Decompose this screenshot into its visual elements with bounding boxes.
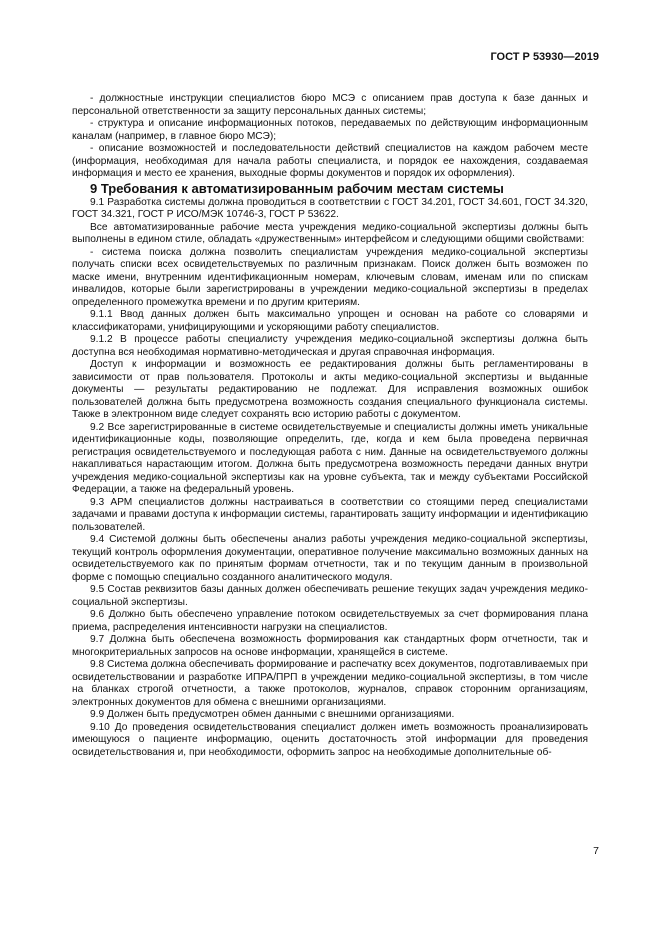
document-header: ГОСТ Р 53930—2019 — [490, 51, 599, 63]
paragraph: 9.5 Состав реквизитов базы данных должен обеспечивать решение текущих задач учреждения медико-социальной экспертизы. — [72, 584, 588, 608]
paragraph: 9.8 Система должна обеспечивать формирование и распечатку всех документов, подготавливаемых при освидетельствовании и разработке ИПРА/ПРП в учреждении медико-социальной экспертизы, в том числе на бланках строгой отчетности, а также протоколов, журналов, справок сторонним организациям, электронных документов для обмена с внешними организациями. — [72, 659, 588, 708]
list-item: - должностные инструкции специалистов бюро МСЭ с описанием прав доступа к базе данных и персональной ответственности за защиту персональных данных системы; — [72, 93, 588, 117]
list-item: - структура и описание информационных потоков, передаваемых по действующим информационным каналам (например, в главное бюро МСЭ); — [72, 118, 588, 142]
document-body — [72, 93, 588, 759]
paragraph: - система поиска должна позволить специалистам учреждения медико-социальной экспертизы получать списки всех освидетельствуемых по различным признакам. Поиск должен быть возможен по маске имени, внутренним идентификационным номерам, ключевым словам, именам или по спискам инвалидов, которые были зарегистрированы в учреждении медико-социальной экспертизы в пределах определенного промежутка времени и по другим критериям. — [72, 246, 588, 308]
paragraph: 9.10 До проведения освидетельствования специалист должен иметь возможность проанализировать имеющуюся о пациенте информацию, оценить достаточность этой информации для проведения освидетельствования и, при необходимости, оформить запрос на необходимые дополнительные об- — [72, 721, 588, 758]
paragraph: Все автоматизированные рабочие места учреждения медико-социальной экспертизы должны быть выполнены в едином стиле, обладать «дружественным» интерфейсом и следующими общими свойствами: — [72, 221, 588, 245]
paragraph: 9.7 Должна быть обеспечена возможность формирования как стандартных форм отчетности, так и многокритериальных запросов на основе информации, хранящейся в системе. — [72, 634, 588, 658]
paragraph: 9.9 Должен быть предусмотрен обмен данными с внешними организациями. — [90, 709, 455, 720]
section-title: 9 Требования к автоматизированным рабочим местам системы — [90, 180, 504, 196]
paragraph: 9.2 Все зарегистрированные в системе освидетельствуемые и специалисты должны иметь уникальные идентификационные коды, позволяющие определить, где, когда и кем была проведена первичная регистрация освидетельствуемого и последующая работа с ним. Данные на освидетельствуемого должны накапливаться нарастающим итогом. Должна быть предусмотрена возможность передачи данных внутри учреждения медико-социальной экспертизы как на уровне субъекта, так и между субъектами Российской Федерации, а также на федеральный уровень. — [72, 421, 588, 495]
paragraph: Доступ к информации и возможность ее редактирования должны быть регламентированы в зависимости от прав пользователя. Протоколы и акты медико-социальной экспертизы и выданные документы — результаты редактированию не подлежат. Для исправления возможных ошибок пользователей должна быть предусмотрена возможность создания специального функционала системы. Также в электронном виде следует сохранять всю историю работы с документом. — [72, 359, 588, 420]
page-number: 7 — [593, 845, 599, 857]
paragraph: 9.3 АРМ специалистов должны настраиваться в соответствии со стоящими перед специалистами задачами и правами доступа к информации системы, гарантировать защиту информации и идентификацию пользователей. — [72, 496, 588, 533]
paragraph: 9.6 Должно быть обеспечено управление потоком освидетельствуемых за счет формирования плана приема, распределения интенсивности нагрузки на специалистов. — [72, 609, 588, 633]
list-item: - описание возможностей и последовательности действий специалистов на каждом рабочем месте (информация, необходимая для начала работы специалиста, и порядок ее нахождения, создаваемая информация и место ее хранения, выходные формы документов и порядок их оформления). — [72, 143, 588, 179]
paragraph: 9.1 Разработка системы должна проводиться в соответствии с ГОСТ 34.201, ГОСТ 34.601, ГОСТ 34.320, ГОСТ 34.321, ГОСТ Р ИСО/МЭК 10746-3, ГОСТ Р 53622. — [72, 196, 588, 220]
paragraph: 9.4 Системой должны быть обеспечены анализ работы учреждения медико-социальной экспертизы, текущий контроль оформления документации, оперативное получение максимально возможных данных на освидетельствуемого как по принятым формам отчетности, так и по текущим данным в произвольной форме с помощью специально созданного аналитического модуля. — [72, 534, 588, 583]
paragraph: 9.1.2 В процессе работы специалисту учреждения медико-социальной экспертизы должна быть доступна вся необходимая нормативно-методическая и другая справочная информация. — [72, 334, 588, 358]
paragraph: 9.1.1 Ввод данных должен быть максимально упрощен и основан на работе со словарями и классификаторами, унифицирующими и ускоряющими работу специалистов. — [72, 309, 588, 333]
